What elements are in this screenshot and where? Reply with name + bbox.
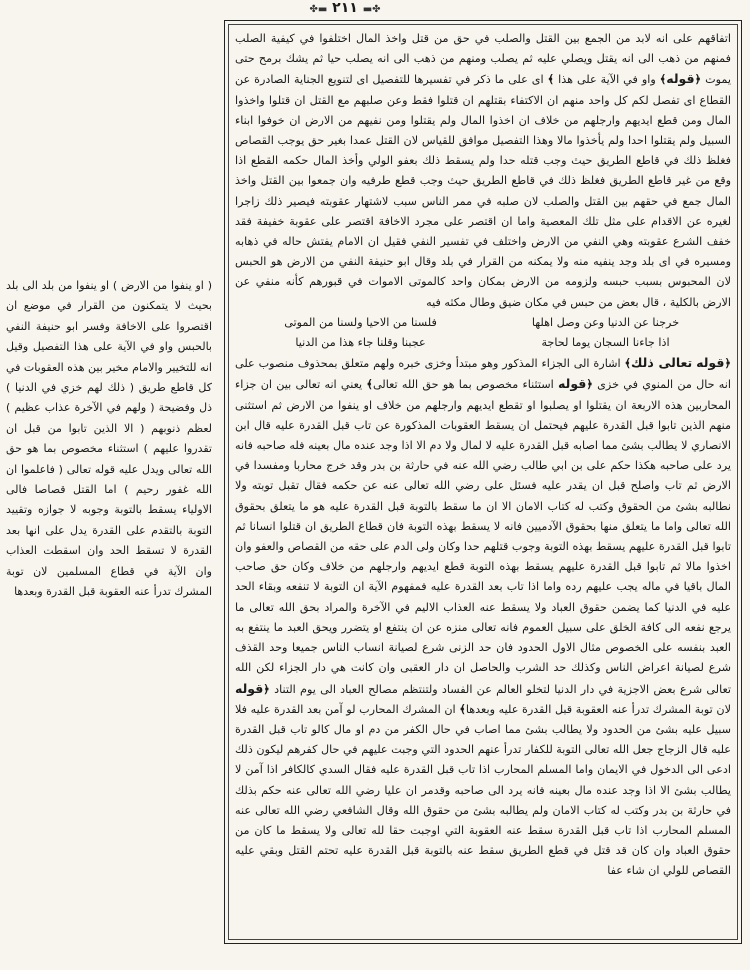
margin-text: ( او ينفوا من الارض ) او ينفوا من بلد الى بلد بحيث لا يتمكنون من القرار في موضع ان اقتصروا على الاخافة وفسر ابو حنيفة النفي بالحبس واو في الآية على هذا التفصيل وقيل انه للتخيير والامام مخير بين هذه العقوبات في كل قاطع طريق ( ذلك لهم خزي في الدنيا ) ذل وفضيحة ( ولهم في الآخرة عذاب عظيم ) لعظم ذنوبهم ( الا الذين تابوا من قبل ان تقدروا عليهم ) استثناء مخصوص بما هو حق الله تعالى ويدل عليه قوله تعالى ( فاعلموا ان الله غفور رحيم ) اما القتل قصاصا فالى الاولياء يسقط بالتوبة وجوبه لا جوازه وتقييد التوبة بالتقدم على القدرة يدل على انها بعد القدرة لا تسقط الحد وان اسقطت العذاب وان الآية في قطاع المسلمين لان توبة المشرك تدرأ عنه العقوبة قبل القدرة وبعدها: [6, 279, 212, 599]
lemma-dhalika: تعالى ذلك: [631, 355, 693, 371]
poem-hemistich-1: خرجنا عن الدنيا وعن وصل اهلها: [531, 315, 680, 329]
page-header: [300, 0, 390, 18]
main-text-frame: [224, 20, 742, 944]
paragraph-2-text: اى على ما ذكر في تفسيرها للتفصيل اى لتنويع الجناية الصادرة عن القطاع اى تفصل لكم كل واحد منهم ان الاكتفاء بقتلهم ان قتلوا فقط وعن صلبهم مع القتل ان قتلوا واخذوا المال ومن قطع ايديهم وارجلهم من خلاف ان اخذوا المال ولم يقتلوا ومن نفيهم من الارض ان خوفوا ابناء السبيل ولم يقتلوا احدا ولم يأخذوا مالا وهذا التفصيل موافق للقياس لان القتل عمدا بغير حق يوجب القصاص فغلظ ذلك في قاطع الطريق حيث وجب قتله حدا ولم يسقط ذلك بعفو الولي وأخذ المال حكمه القطع اذا وقع من غير قاطع الطريق فغلظ ذلك في قاطع الطريق حيث وجب قطع طرفيه وان جمعوا بين القتل واخذ المال جمع في حقهم بين القتل والصلب لان صلبه في ممر الناس سبب لاشتهار عقوبته فيصير ذلك زاجرا لغيره عن الاقدام على مثل تلك المعصية واما ان اقتصر على مجرد الاخافة اقتصر على عقوبة خفيفة فقد خفف الشرع عقوبته وهي النفي من الارض واختلف في تفسير النفي فقيل ان الامام يفتش حاله في ذهابه ومسيره في اى بلد وجد ينفيه منه ولا يمكنه من القرار في بلد وقال ابو حنيفة النفي من الارض هو الحبس لان المحبوس بسبب حبسه ولزومه من الارض بمكان واحد كالموتى الاموات في قبورهم كأنه منفي عن الارض بالكلية ، قال بعض من حبس في مكان ضيق وطال مكثه فيه: [235, 73, 731, 309]
lemma-istithna: استثناء مخصوص بما هو حق الله تعالى: [372, 378, 554, 392]
paragraph-5-text: ان المشرك المحارب لو آمن بعد القدرة عليه فلا سبيل عليه بشئ من الحدود ولا يطالب بشئ مما اصاب في حال الكفر من دم او مال كالو تاب قبل القدرة عليه قال الزجاج جعل الله تعالى التوبة للكفار تدرأ عنهم الحدود التي وجبت عليهم في حال كفرهم ليكون ذلك ادعى الى الدخول في الايمان واما المسلم المحارب اذا تاب قبل القدرة عليه فقال السدي كالكافر اذا آمن لا يطالب بشئ الا اذا وجد عنده مال بعينه فانه يرد الى صاحبه وقدمر ان عليا رضي الله تعالى عنه حكم بذلك في حارثة بن بدر وكتب له كتاب الامان ولم يطالبه بشئ من حقوق الله وقال الشافعي رضي الله تعالى عنه المسلم المحارب اذا تاب قبل القدرة سقط عنه العقوبة التي اوجبت حقا لله تعالى ولا يسقط ما كان من حقوق العباد وان كان قد قتل في قطع الطريق سقط عنه بالتوبة قبل القدرة عليه تحتم القتل وبقي عليه القصاص للولي ان شاء عفا: [235, 702, 731, 878]
poem-hemistich-3: اذا جاءنا السجان يوما لحاجة: [541, 336, 670, 350]
poem-verses: [253, 313, 713, 353]
paragraph-1-tail: واو في الآية على هذا: [558, 73, 656, 87]
poem-hemistich-2: فلسنا من الاحيا ولسنا من الموتى: [284, 315, 437, 329]
paragraph-3-text: اشارة الى الجزاء المذكور وهو مبتدأ وخزى خبره ولهم متعلق بمحذوف منصوب على انه حال من المنوي في خزى: [235, 357, 732, 392]
main-commentary: [235, 29, 731, 937]
keyword-qawluhu-4: قوله: [235, 680, 264, 696]
paragraph-3: ﴿قوله تعالى ذلك﴾ اشارة الى الجزاء المذكور وهو مبتدأ وخزى خبره ولهم متعلق بمحذوف منصوب على انه حال من المنوي في خزى ﴿قوله استثناء مخصوص بما هو حق الله تعالى﴾ يعني انه تعالى بين ان جزاء المحاربين هذه الاربعة ان يقتلوا او يصلبوا او تقطع ايديهم وارجلهم من خلاف او ينفوا من الارض ثم استثنى منهم الذين تابوا قبل القدرة عليهم فيحتمل ان يسقط العقوبات المذكورة عن تاب قبل القدرة عليه قال ابن الانصاري لا يطالب بشئ مما اصابه قبل القدرة عليه لا لمال ولا دم الا اذا وجد عنده مال بعينه فله صاحبه فانه يرد على صاحبه هكذا حكم على بن ابي طالب رضي الله عنه في حارثة بن بدر وقد خرج محاربا ومفسدا في الارض ثم تاب واصلح قبل ان يقدر عليه فسئل على رضي الله تعالى عنه عن حكمه فقال تقبل توبته ولا نطالبه بشئ من الحقوق وكتب له كتاب الامان الا ان ما سقط بالتوبة قبل القدرة عليه هو ما يتعلق بحقوق الله تعالى واما ما يتعلق منها بحقوق الآدميين فانه لا يسقط بهذه التوبة فان قطاع الطريق ان قتلوا انسانا ثم تابوا قبل القدرة عليهم يسقط بهذه التوبة وجوب قتلهم حدا وكان ولى الدم على حقه من القصاص والعفو وان اخذوا مالا ثم تابوا قبل القدرة عليهم يسقط بهذه التوبة قطع ايديهم وارجلهم من خلاف وكان حق صاحب المال باقيا في ماله يجب عليهم رده واما اذا تاب بعد القدرة عليه فمفهوم الآية ان التوبة لا تنفعه وبقاء الحد عليه في الدنيا كما يضمن حقوق العباد ولا يسقط عنه العذاب الاليم في الآخرة والمراد بحق الله تعالى ما يرجع نفعه الى كافة الخلق على سبيل العموم فانه تعالى منزه عن ان ينتفع او يتضرر ويحق العبد ما ينتفع به العبد بنفسه على الخصوص مثال الاول الحدود فان حد الزنى شرع لصيانة انساب الناس جميعا وحد القذف شرع لصيانة اعراض الناس وكذلك حد الشرب والحاصل ان دار العقبى وان كانت هي دار الجزاء لكن الله تعالى شرع بعض الاجزية في دار الدنيا لتخلو العالم عن الفساد ولتنتظم مصالح العباد الى يوم التناد ﴿قوله لان توبة المشرك تدرأ عنه العقوبة قبل القدرة عليه وبعدها﴾ ان المشرك المحارب لو آمن بعد القدرة عليه فلا سبيل عليه بشئ من الحدود ولا يطالب بشئ مما اصاب في حال الكفر من دم او مال كالو تاب قبل القدرة عليه قال الزجاج جعل الله تعالى التوبة للكفار تدرأ عنهم الحدود التي وجبت عليهم في حال كفرهم ليكون ذلك ادعى الى الدخول في الايمان واما المسلم المحارب اذا تاب قبل القدرة عليه فقال السدي كالكافر اذا آمن لا يطالب بشئ الا اذا وجد عنده مال بعينه فانه يرد الى صاحبه وقدمر ان عليا رضي الله تعالى عنه حكم بذلك في حارثة بن بدر وكتب له كتاب الامان ولم يطالبه بشئ من حقوق الله وقال الشافعي رضي الله تعالى عنه المسلم المحارب اذا تاب قبل القدرة سقط عنه العقوبة التي اوجبت حقا لله تعالى ولا يسقط ما كان من حقوق العباد وان كان قد قتل في قطع الطريق سقط عنه بالتوبة قبل القدرة عليه تحتم القتل وبقي عليه القصاص للولي ان شاء عفا: [234, 355, 732, 878]
paragraph-4-text: يعني انه تعالى بين ان جزاء المحاربين هذه الاربعة ان يقتلوا او يصلبوا او تقطع ايديهم وارجلهم من خلاف او ينفوا من الارض ثم استثنى منهم الذين تابوا قبل القدرة عليهم فيحتمل ان يسقط العقوبات المذكورة عن تاب قبل القدرة عليه قال ابن الانصاري لا يطالب بشئ مما اصابه قبل القدرة عليه لا لمال ولا دم الا اذا وجد عنده مال بعينه فله صاحبه فانه يرد على صاحبه هكذا حكم على بن ابي طالب رضي الله عنه في حارثة بن بدر وقد خرج محاربا ومفسدا في الارض ثم تاب واصلح قبل ان يقدر عليه فسئل على رضي الله تعالى عنه عن حكمه فقال تقبل توبته ولا نطالبه بشئ من الحقوق وكتب له كتاب الامان الا ان ما سقط بالتوبة قبل القدرة عليه هو ما يتعلق بحقوق الله تعالى واما ما يتعلق منها بحقوق الآدميين فانه لا يسقط بهذه التوبة فان قطاع الطريق ان قتلوا انسانا ثم تابوا قبل القدرة عليهم يسقط بهذه التوبة وجوب قتلهم حدا وكان ولى الدم على حقه من القصاص والعفو وان اخذوا مالا ثم تابوا قبل القدرة عليهم يسقط بهذه التوبة قطع ايديهم وارجلهم من خلاف وكان حق صاحب المال باقيا في ماله يجب عليهم رده واما اذا تاب بعد القدرة عليه فمفهوم الآية ان التوبة لا تنفعه وبقاء الحد عليه في الدنيا كما يضمن حقوق العباد ولا يسقط عنه العذاب الاليم في الآخرة والمراد بحق الله تعالى ما يرجع نفعه الى كافة الخلق على سبيل العموم فانه تعالى منزه عن ان ينتفع او يتضرر ويحق العبد ما ينتفع به العبد بنفسه على الخصوص مثال الاول الحدود فان حد الزنى شرع لصيانة انساب الناس جميعا وحد القذف شرع لصيانة اعراض الناس وكذلك حد الشرب والحاصل ان دار العقبى وان كانت هي دار الجزاء لكن الله تعالى شرع بعض الاجزية في دار الدنيا لتخلو العالم عن الفساد ولتنتظم مصالح العباد الى يوم التناد: [234, 378, 731, 696]
right-ornament: ▬✤: [362, 4, 381, 15]
poem-hemistich-4: عجبنا وقلنا جاء هذا من الدنيا: [295, 336, 426, 350]
paragraph-1-text: اتفاقهم على انه لابد من الجمع بين القتل والصلب في حق من قتل واخذ المال اختلفوا في كيفية الصلب فمنهم من ذهب الى انه يقتل ويصلي عليه ثم يصلب ومنهم من ذهب الى انه يصلب حيا ثم يشك برمح حتى يموت: [235, 32, 731, 87]
paragraph-1: اتفاقهم على انه لابد من الجمع بين القتل والصلب في حق من قتل واخذ المال اختلفوا في كيفية الصلب فمنهم من ذهب الى انه يقتل ويصلي عليه ثم يصلب ومنهم من ذهب الى انه يصلب حيا ثم يشك برمح حتى يموت ﴿قوله﴾ واو في الآية على هذا ﴾ اى على ما ذكر في تفسيرها للتفصيل اى لتنويع الجناية الصادرة عن القطاع اى تفصل لكم كل واحد منهم ان الاكتفاء بقتلهم ان قتلوا فقط وعن صلبهم مع القتل ان قتلوا واخذوا المال ومن قطع ايديهم وارجلهم من خلاف ان اخذوا المال ولم يقتلوا ومن نفيهم من الارض ان خوفوا ابناء السبيل ولم يقتلوا احدا ولم يأخذوا مالا وهذا التفصيل موافق للقياس لان القتل عمدا بغير حق يوجب القصاص فغلظ ذلك في قاطع الطريق حيث وجب قتله حدا ولم يسقط ذلك بعفو الولي وأخذ المال حكمه القطع اذا وقع من غير قاطع الطريق فغلظ ذلك في قاطع الطريق حيث وجب قطع طرفيه وان جمعوا بين القتل واخذ المال جمع في حقهم بين القتل والصلب لان صلبه في ممر الناس سبب لاشتهار عقوبته فيصير ذلك زاجرا لغيره عن الاقدام على مثل تلك المعصية واما ان اقتصر على مجرد الاخافة اقتصر على عقوبة خفيفة فقد خفف الشرع عقوبته وهي النفي من الارض واختلف في تفسير النفي فقيل ان الامام يفتش حاله في ذهابه ومسيره في اى بلد وجد ينفيه منه ولا يمكنه من القرار في بلد وقال ابو حنيفة النفي من الارض هو الحبس لان المحبوس بسبب حبسه ولزومه من الارض بمكان واحد كالموتى الاموات في قبورهم كأنه منفي عن الارض بالكلية ، قال بعض من حبس في مكان ضيق وطال مكثه فيه: [235, 32, 731, 309]
keyword-qawluhu-2: قوله: [696, 355, 725, 371]
lemma-tawbat-al-mushrik: لان توبة المشرك تدرأ عنه العقوبة قبل القدرة عليه وبعدها: [465, 702, 731, 716]
keyword-qawluhu-1: قوله: [666, 71, 695, 87]
margin-commentary: [6, 276, 212, 603]
page-number: ٢١١: [332, 0, 358, 16]
keyword-qawluhu-3: قوله: [558, 376, 587, 392]
left-ornament: ✤▬: [309, 4, 328, 15]
